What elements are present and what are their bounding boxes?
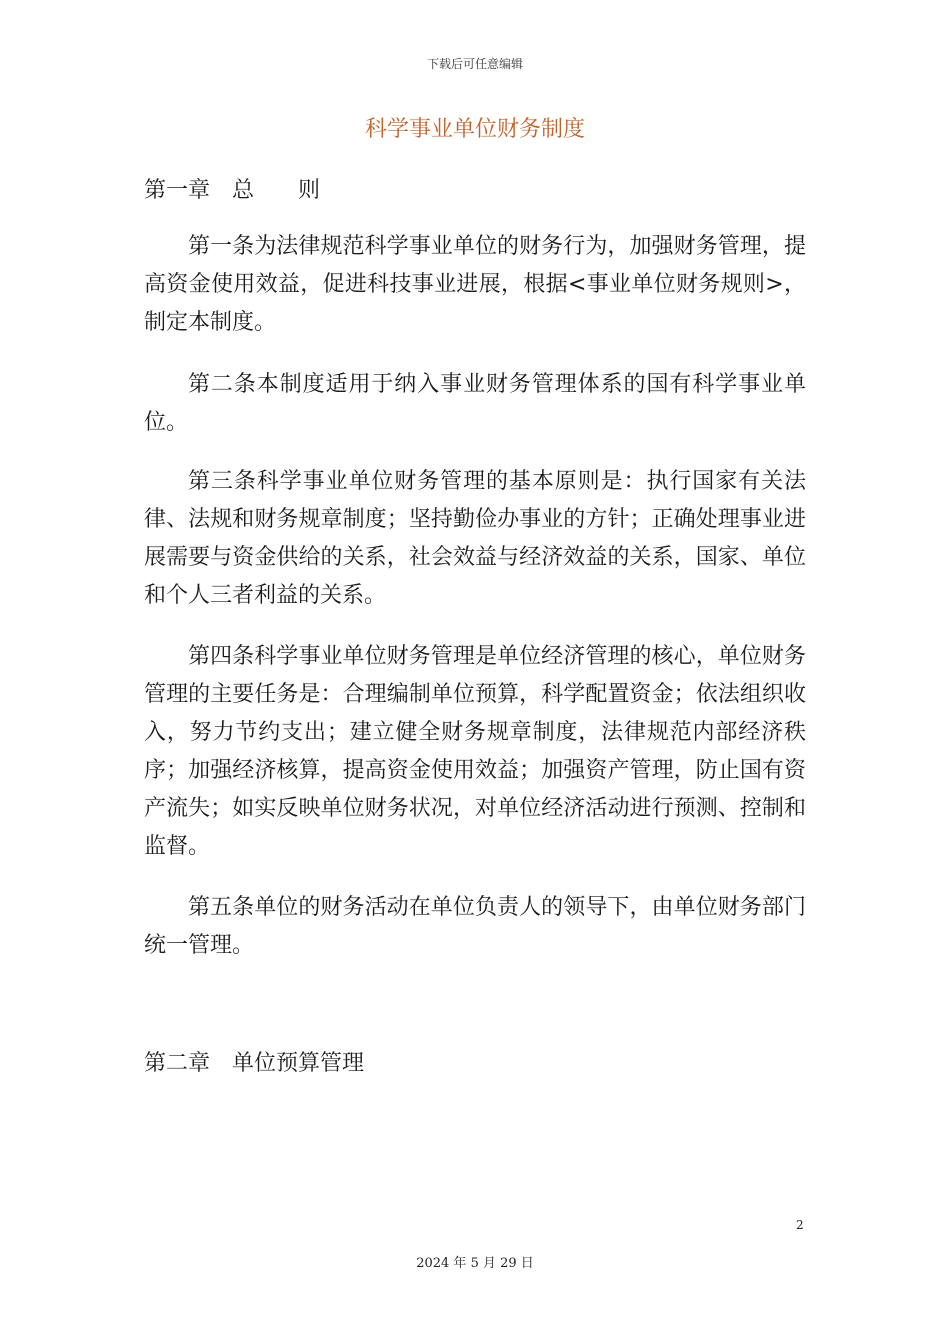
article-paragraph-2: 第二条本制度适用于纳入事业财务管理体系的国有科学事业单位。: [144, 372, 806, 435]
article-paragraph-4: 第四条科学事业单位财务管理是单位经济管理的核心，单位财务管理的主要任务是：合理编制单位预算，科学配置资金；依法组织收入，努力节约支出；建立健全财务规章制度，法律规范内部经济秩序；加强经济核算，提高资金使用效益；加强资产管理，防止国有资产流失；如实反映单位财务状况，对单位经济活动进行预测、控制和监督。: [144, 644, 806, 859]
chapter-heading-2: 第二章 单位预算管理: [144, 1051, 365, 1076]
article-paragraph-5: 第五条单位的财务活动在单位负责人的领导下，由单位财务部门统一管理。: [144, 895, 806, 958]
header-note: 下载后可任意编辑: [426, 57, 523, 71]
article-paragraph-3: 第三条科学事业单位财务管理的基本原则是：执行国家有关法律、法规和财务规章制度；坚持勤俭办事业的方针；正确处理事业进展需要与资金供给的关系，社会效益与经济效益的关系，国家、单位和个人三者利益的关系。: [144, 469, 806, 608]
footer-date: 2024 年 5 月 29 日: [416, 1256, 534, 1271]
article-paragraph-1: 第一条为法律规范科学事业单位的财务行为，加强财务管理，提高资金使用效益，促进科技事业进展，根据<事业单位财务规则>，制定本制度。: [144, 234, 806, 335]
chapter-heading-1: 第一章 总 则: [144, 178, 321, 203]
document-title: 科学事业单位财务制度: [364, 117, 585, 142]
page-number: 2: [796, 1218, 804, 1232]
